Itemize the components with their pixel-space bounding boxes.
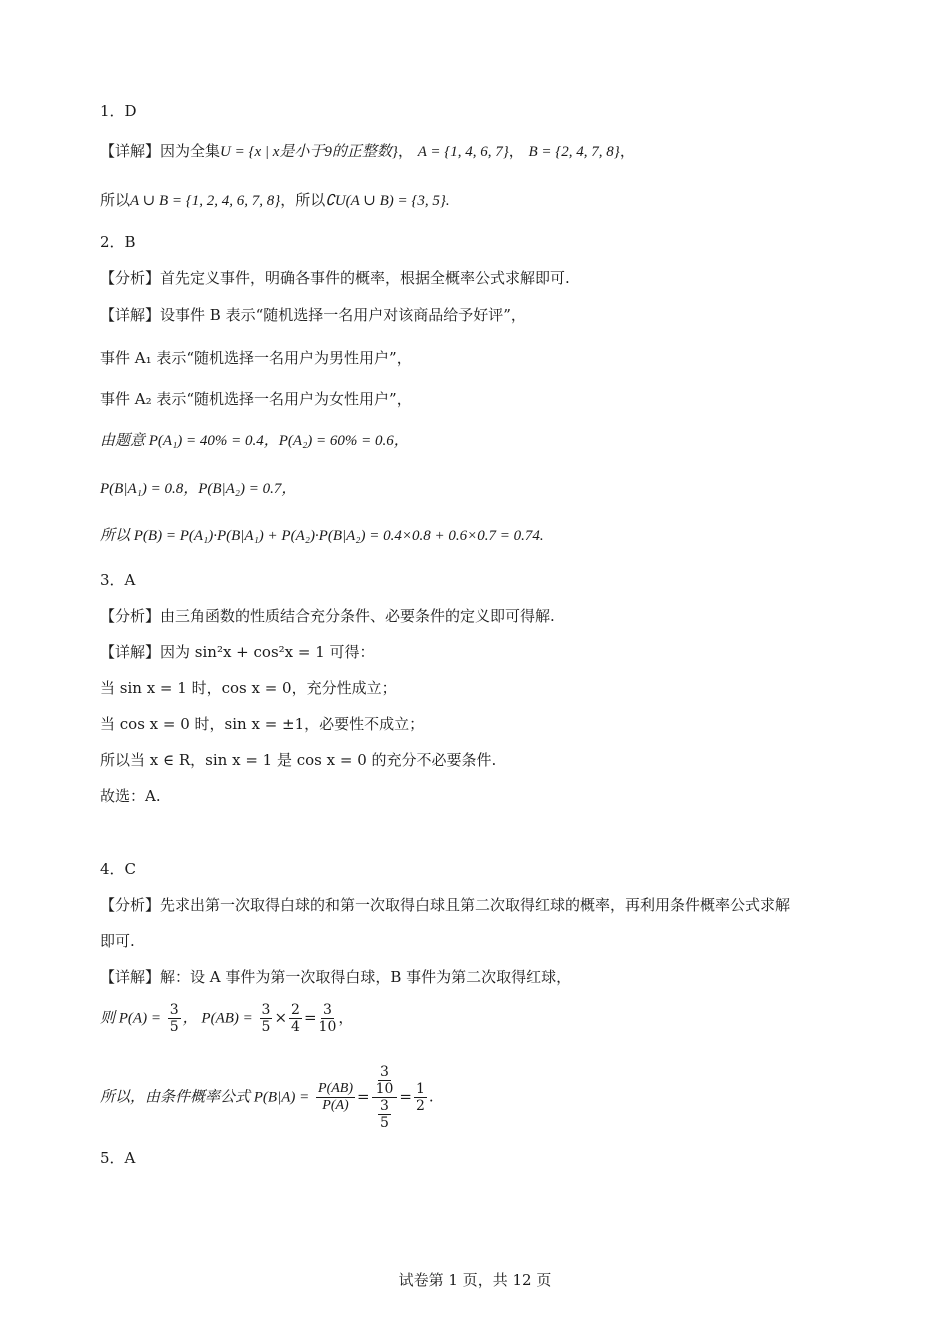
fraction: [316, 1081, 355, 1114]
numerator: 1: [415, 1081, 425, 1097]
set-u: U = {x | x是小于9的正整数}: [220, 144, 398, 160]
analysis-text: 先求出第一次取得白球的和第一次取得白球且第二次取得红球的概率，再利用条件概率公式求解: [160, 896, 791, 914]
analysis-label: 【分析】: [100, 269, 161, 287]
q2-detail-l1: [100, 305, 526, 325]
q2-detail-l4: 由题意 P(A₁) = 40% = 0.4，P(A₂) = 60% = 0.6，: [100, 433, 409, 449]
numerator: 3: [323, 1002, 332, 1018]
numerator: 3: [261, 1002, 271, 1018]
denominator: 4: [291, 1019, 300, 1035]
q1-answer: 1．D: [100, 102, 137, 120]
q2-detail-l2: 事件 A₁ 表示“随机选择一名用户为男性用户”，: [100, 349, 412, 367]
q3-detail-l4: 所以当 x ∈ R，sin x = 1 是 cos x = 0 的充分不必要条件.: [100, 751, 497, 769]
q3-answer: 3．A: [100, 571, 136, 589]
q3-detail-l5: 故选：A.: [100, 787, 161, 805]
denominator: [376, 1098, 393, 1131]
numerator: 2: [291, 1002, 300, 1018]
analysis-label: 【分析】: [100, 896, 161, 914]
denominator: 10: [318, 1019, 337, 1035]
q5-answer: 5．A: [100, 1149, 136, 1167]
page-footer: 试卷第 1 页，共 12 页: [398, 1271, 552, 1289]
detail-label: 【详解】: [100, 142, 161, 160]
q3-detail-l1: [100, 642, 375, 662]
q1-detail-line: 【详解】因为全集U = {x | x是小于9的正整数}， A = {1, 4, 6, 7}， B = {2, 4, 7, 8}，: [100, 142, 635, 160]
denominator: 5: [380, 1115, 389, 1131]
fraction: [319, 1002, 337, 1035]
fraction: [376, 1064, 394, 1097]
text: 所以: [100, 191, 131, 209]
q4-analysis-cont: 即可.: [100, 932, 135, 950]
numerator: 3: [380, 1098, 389, 1114]
q4-answer: 4．C: [100, 860, 137, 878]
text: 则 P(A) =: [100, 1010, 161, 1027]
detail-text: 因为 sin²x + cos²x = 1 可得：: [160, 643, 375, 661]
q4-analysis: [100, 895, 790, 915]
q4-detail-l2: 则 P(A) = $\frac{3}{5}$ ， P(AB) = $\frac{3}{5}$ × $\frac{2}{4}$ = $\frac{3}{10}$ ，: [100, 1002, 354, 1035]
denominator: 5: [169, 1019, 179, 1035]
denominator: 10: [375, 1081, 394, 1097]
numerator: [372, 1064, 398, 1098]
set-b: B = {2, 4, 7, 8}: [528, 144, 620, 160]
numerator: 3: [380, 1064, 389, 1080]
detail-label: 【详解】: [100, 968, 161, 986]
text: ，所以: [280, 191, 326, 209]
q2-analysis: [100, 268, 570, 288]
q4-detail-l3: 所以，由条件概率公式 P(B|A) = $\frac{P(AB)}{P(A)}$ = $\frac{\frac{3}{10}}{\frac{3}{5}}$ = $\frac{1}{2}$ .: [100, 1064, 434, 1131]
fraction: [414, 1081, 427, 1114]
fraction: [378, 1098, 391, 1131]
q3-analysis: [100, 606, 555, 626]
text: ， P(AB) =: [182, 1010, 253, 1027]
q2-detail-l5: P(B|A₁) = 0.8，P(B|A₂) = 0.7，: [100, 481, 297, 497]
numerator: 3: [169, 1002, 179, 1018]
detail-label: 【详解】: [100, 306, 161, 324]
set-a: A = {1, 4, 6, 7}: [417, 144, 509, 160]
denominator: 2: [415, 1098, 425, 1114]
q2-answer: 2．B: [100, 233, 136, 251]
analysis-label: 【分析】: [100, 607, 161, 625]
q3-detail-l3: 当 cos x = 0 时，sin x = ±1，必要性不成立；: [100, 715, 425, 733]
union-expr: A ∪ B = {1, 2, 4, 6, 7, 8}: [130, 193, 281, 209]
denominator: P(A): [322, 1098, 349, 1113]
fraction: [260, 1002, 273, 1035]
detail-label: 【详解】: [100, 643, 161, 661]
detail-text: 解：设 A 事件为第一次取得白球，B 事件为第二次取得红球，: [160, 968, 572, 986]
numerator: P(AB): [318, 1081, 353, 1096]
q3-detail-l2: 当 sin x = 1 时，cos x = 0，充分性成立；: [100, 679, 397, 697]
q2-detail-l6: 所以 P(B) = P(A₁)·P(B|A₁) + P(A₂)·P(B|A₂) = 0.4×0.8 + 0.6×0.7 = 0.74.: [100, 528, 544, 544]
q2-detail-l3: 事件 A₂ 表示“随机选择一名用户为女性用户”，: [100, 390, 412, 408]
q1-conclusion-line: [100, 190, 450, 211]
denominator: 5: [261, 1019, 271, 1035]
complement-expr: ∁U(A ∪ B) = {3, 5}.: [325, 193, 450, 209]
nested-fraction: [372, 1064, 398, 1131]
analysis-text: 首先定义事件，明确各事件的概率，根据全概率公式求解即可.: [160, 269, 570, 287]
detail-text: 因为全集: [160, 142, 221, 160]
fraction: [168, 1002, 181, 1035]
q4-detail-l1: [100, 967, 571, 987]
detail-text: 设事件 B 表示“随机选择一名用户对该商品给予好评”，: [160, 306, 526, 324]
fraction: [289, 1002, 302, 1035]
analysis-text: 由三角函数的性质结合充分条件、必要条件的定义即可得解.: [160, 607, 555, 625]
text: 所以，由条件概率公式 P(B|A) =: [100, 1089, 310, 1106]
